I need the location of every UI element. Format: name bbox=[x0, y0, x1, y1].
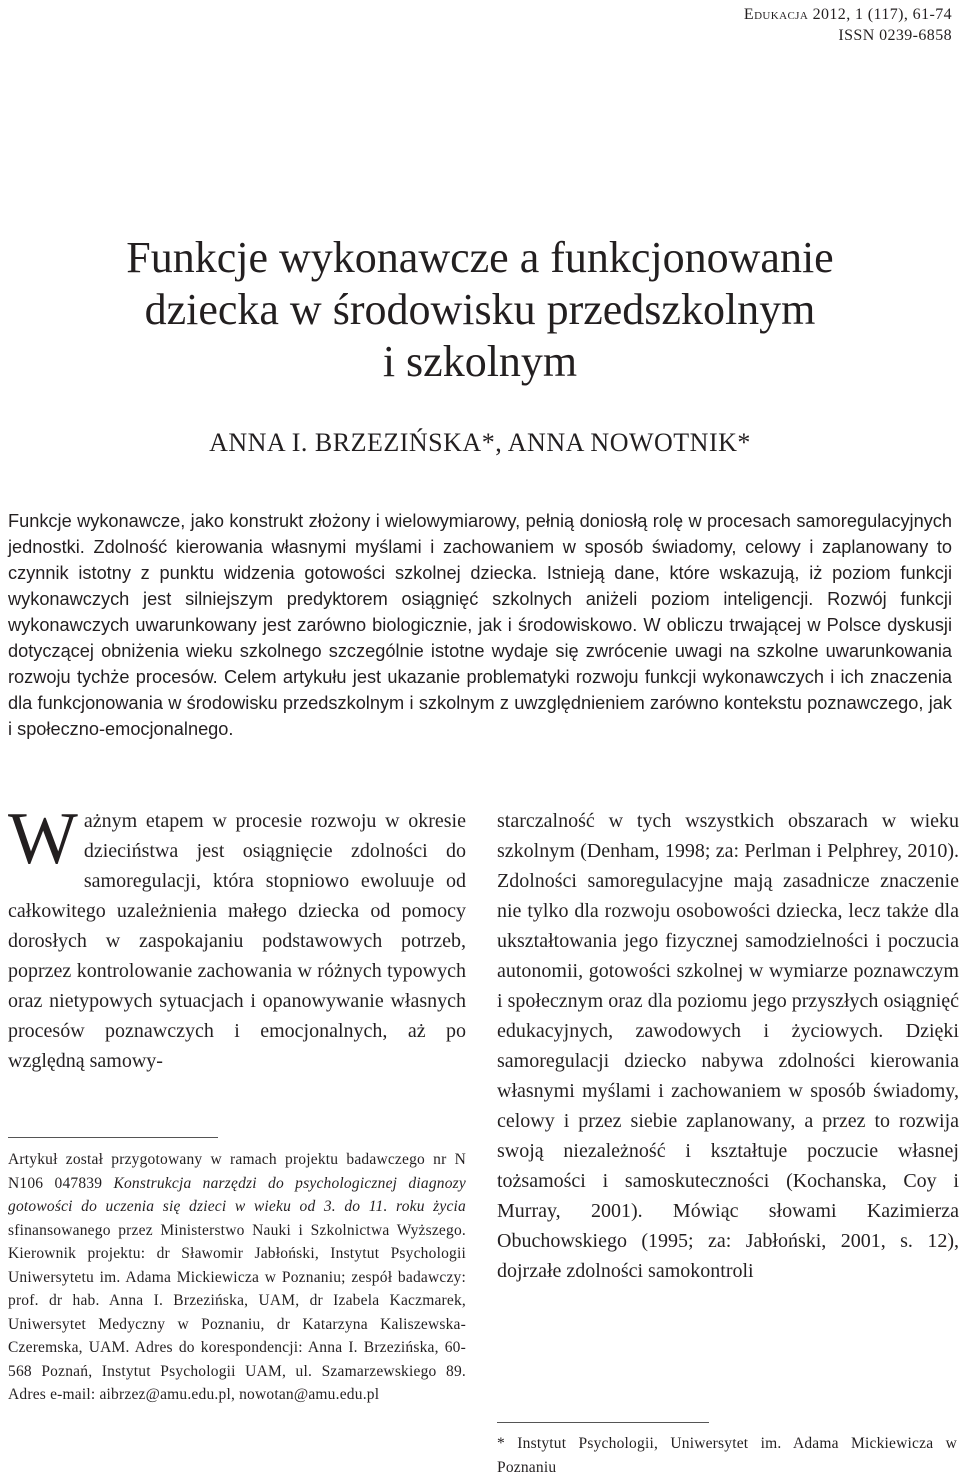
footnote-funding-text-2: sfinansowanego przez Ministerstwo Nauki i Szkolnictwa Wyższego. Kierownik projektu: dr Sławomir Jabłoński, Instytut Psychologii Uniwersytetu im. Adama Mickiewicza w Poznaniu; zespół badawczy: prof. dr hab. Anna I. Brzezińska, UAM, dr Izabela Kaczmarek, Uniwersytet Medyczny w Poznaniu, dr Katarzyna Kaliszewska-Czeremska, UAM. Adres do korespondencji: Anna I. Brzezińska, 60-568 Poznań, Instytut Psychologii UAM, ul. Szamarzewskiego 89. Adres e-mail: aibrzez@amu.edu.pl, nowotan@amu.edu.pl bbox=[8, 1221, 466, 1403]
body-column-right: starczalność w tych wszystkich obszarach w wieku szkolnym (Denham, 1998; za: Perlman i Pelphrey, 2010). Zdolności samoregulacyjne mają zasadnicze znaczenie nie tylko dla rozwoju osobowości dziecka, lecz także dla ukształtowania jego fizycznej samodzielności i poczucia autonomii, gotowości szkolnej w wymiarze poznawczym i społecznym oraz dla poziomu jego przyszłych osiągnięć edukacyjnych, zawodowych i życiowych. Dzięki samoregulacji dziecko nabywa zdolności kierowania własnymi myślami i zachowaniem w sposób świadomy, celowy i przez siebie zaplanowany, a przez to rozwija swoją niezależność i kształtuje poczucie własnej tożsamości i samoskuteczności (Kochanska, Coy i Murray, 2001). Mówiąc słowami Kazimierza Obuchowskiego (1995; za: Jabłoński, 2001, s. 12), dojrzałe zdolności samokontroli bbox=[497, 810, 959, 1282]
issn: ISSN 0239-6858 bbox=[838, 27, 952, 44]
journal-citation: Edukacja 2012, 1 (117), 61-74 bbox=[743, 6, 952, 23]
article-title bbox=[0, 232, 960, 388]
footnote-funding-text-1: Artykuł został przygotowany w ramach projektu badawczego nr N N106 047839 bbox=[8, 1151, 466, 1192]
title-line-3: i szkolnym bbox=[382, 337, 578, 386]
abstract: Funkcje wykonawcze, jako konstrukt złożony i wielowymiarowy, pełnią doniosłą rolę w procesach samoregulacyjnych jednostki. Zdolność kierowania własnymi myślami i zachowaniem w sposób świadomy, celowy i zaplanowany to czynnik istotny z punktu widzenia gotowości szkolnej dziecka. Istnieją dane, które wskazują, iż poziom funkcji wykonawczych jest silniejszym predyktorem osiągnięć szkolnych aniżeli poziom inteligencji. Rozwój funkcji wykonawczych uwarunkowany jest zarówno biologicznie, jak i środowiskowo. W obliczu trwającej w Polsce dyskusji dotyczącej obniżenia wieku szkolnego szczególnie istotne wydaje się zwrócenie uwagi na szkolne uwarunkowania rozwoju tychże procesów. Celem artykułu jest ukazanie problematyki rozwoju funkcji wykonawczych i ich znaczenia dla funkcjonowania w środowisku przedszkolnym i szkolnym z uwzględnieniem zarówno kontekstu poznawczego, jak i społeczno-emocjonalnego. bbox=[8, 511, 952, 739]
footnote-project-title: Konstrukcja narzędzi do psychologicznej diagnozy gotowości do uczenia się dzieci w wieku od 3. do 11. roku życia bbox=[8, 1174, 466, 1215]
footnote-funding bbox=[8, 1148, 466, 1407]
drop-cap: W bbox=[8, 798, 78, 880]
body-left-text: ażnym etapem w procesie rozwoju w okresie dzieciństwa jest osiągnięcie zdolności do samoregulacji, która stopniowo ewoluuje od całkowitego uzależnienia małego dziecka od pomocy dorosłych w zaspokajaniu podstawowych potrzeb, poprzez kontrolowanie zachowania w różnych typowych oraz nietypowych sytuacjach i opanowywanie własnych procesów poznawczych i emocjonalnych, aż po względną samowy- bbox=[8, 810, 466, 1072]
body-column-left bbox=[8, 798, 466, 1076]
title-line-1: Funkcje wykonawcze a funkcjonowanie bbox=[126, 233, 834, 282]
running-header bbox=[744, 4, 952, 46]
authors: ANNA I. BRZEZIŃSKA*, ANNA NOWOTNIK* bbox=[209, 428, 751, 457]
title-line-2: dziecka w środowisku przedszkolnym bbox=[144, 285, 816, 334]
footnote-divider-left bbox=[8, 1137, 218, 1138]
footnote-affiliation: * Instytut Psychologii, Uniwersytet im. Adama Mickiewicza w Poznaniu bbox=[497, 1435, 957, 1476]
footnote-divider-right bbox=[497, 1422, 709, 1423]
